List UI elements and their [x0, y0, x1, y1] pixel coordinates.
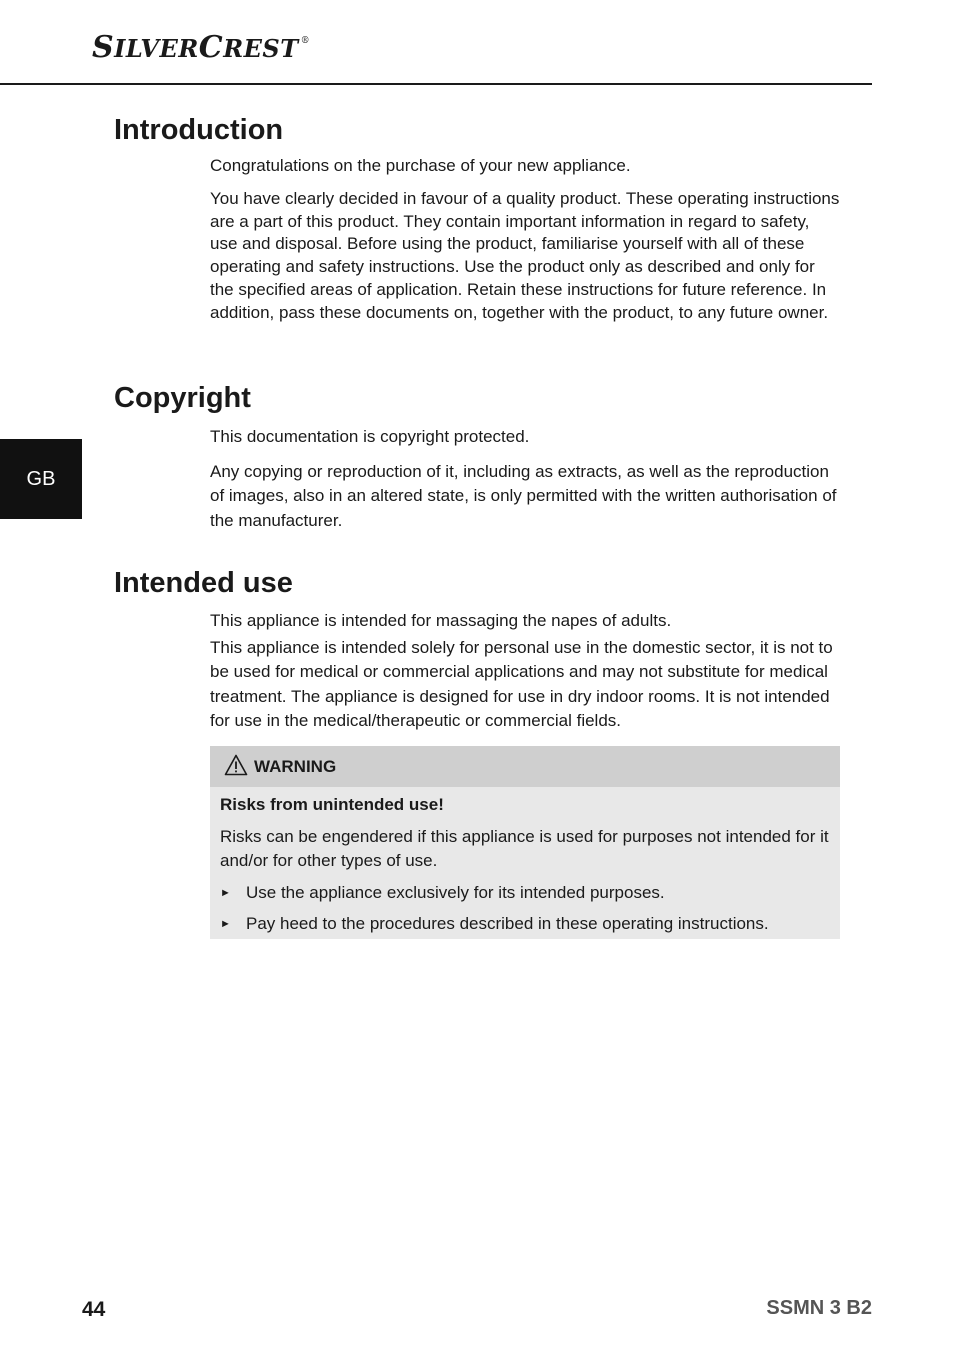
- warning-bullet: [220, 881, 830, 906]
- warning-bullet-text: Use the appliance exclusively for its intended purposes.: [246, 882, 665, 902]
- page-number: 44: [82, 1298, 106, 1321]
- introduction-paragraph-1: Congratulations on the purchase of your new appliance.: [210, 156, 631, 175]
- introduction-heading: Introduction: [114, 114, 284, 146]
- language-tab: [0, 439, 82, 519]
- warning-box: [210, 746, 840, 939]
- warning-body: [210, 787, 840, 937]
- language-tab-label: GB: [26, 467, 56, 490]
- introduction-paragraph-2: You have clearly decided in favour of a quality product. These operating instructions are a part of this product. They contain important information in regard to safety, use and disposal. Before using the product, familiarise yourself with all of these operating and safety instructions. Use the product only as described and only for the specified areas of application. Retain these instructions for future reference. In addition, pass these documents on, together with the product, to any future owner.: [210, 188, 840, 322]
- introduction-body: [210, 155, 840, 325]
- header-rule: [0, 83, 872, 85]
- model-number: SSMN 3 B2: [766, 1297, 872, 1319]
- brand-logo: SILVERCREST ®: [92, 30, 311, 65]
- intended-use-paragraph-2: This appliance is intended solely for personal use in the domestic sector, it is not to be used for medical or commercial applications and may not substitute for medical treatment. The appliance is designed for use in dry indoor rooms. It is not intended for use in the medical/therapeutic or commercial fields.: [210, 637, 833, 730]
- copyright-body: [210, 425, 840, 533]
- intended-use-heading: Intended use: [114, 567, 293, 599]
- warning-triangle-icon: [224, 754, 248, 776]
- warning-bullet-text: Pay heed to the procedures described in these operating instructions.: [246, 914, 769, 933]
- bullet-arrow-icon: ►: [220, 886, 231, 899]
- copyright-paragraph-2: Any copying or reproduction of it, including as extracts, as well as the reproduction of images, also in an altered state, is only permitted with the written authorisation of the manufacturer.: [210, 461, 837, 530]
- warning-label: WARNING: [254, 756, 337, 776]
- copyright-heading: Copyright: [114, 382, 251, 414]
- copyright-paragraph-1: This documentation is copyright protected.: [210, 427, 530, 446]
- intended-use-body: [210, 609, 840, 734]
- warning-header: [210, 746, 840, 787]
- bullet-arrow-icon: ►: [220, 918, 231, 930]
- intended-use-paragraph-1: This appliance is intended for massaging the napes of adults.: [210, 611, 672, 630]
- warning-subtitle: Risks from unintended use!: [220, 795, 444, 814]
- warning-bullet: [220, 912, 830, 937]
- warning-text: Risks can be engendered if this appliance is used for purposes not intended for it and/or for other types of use.: [220, 826, 829, 870]
